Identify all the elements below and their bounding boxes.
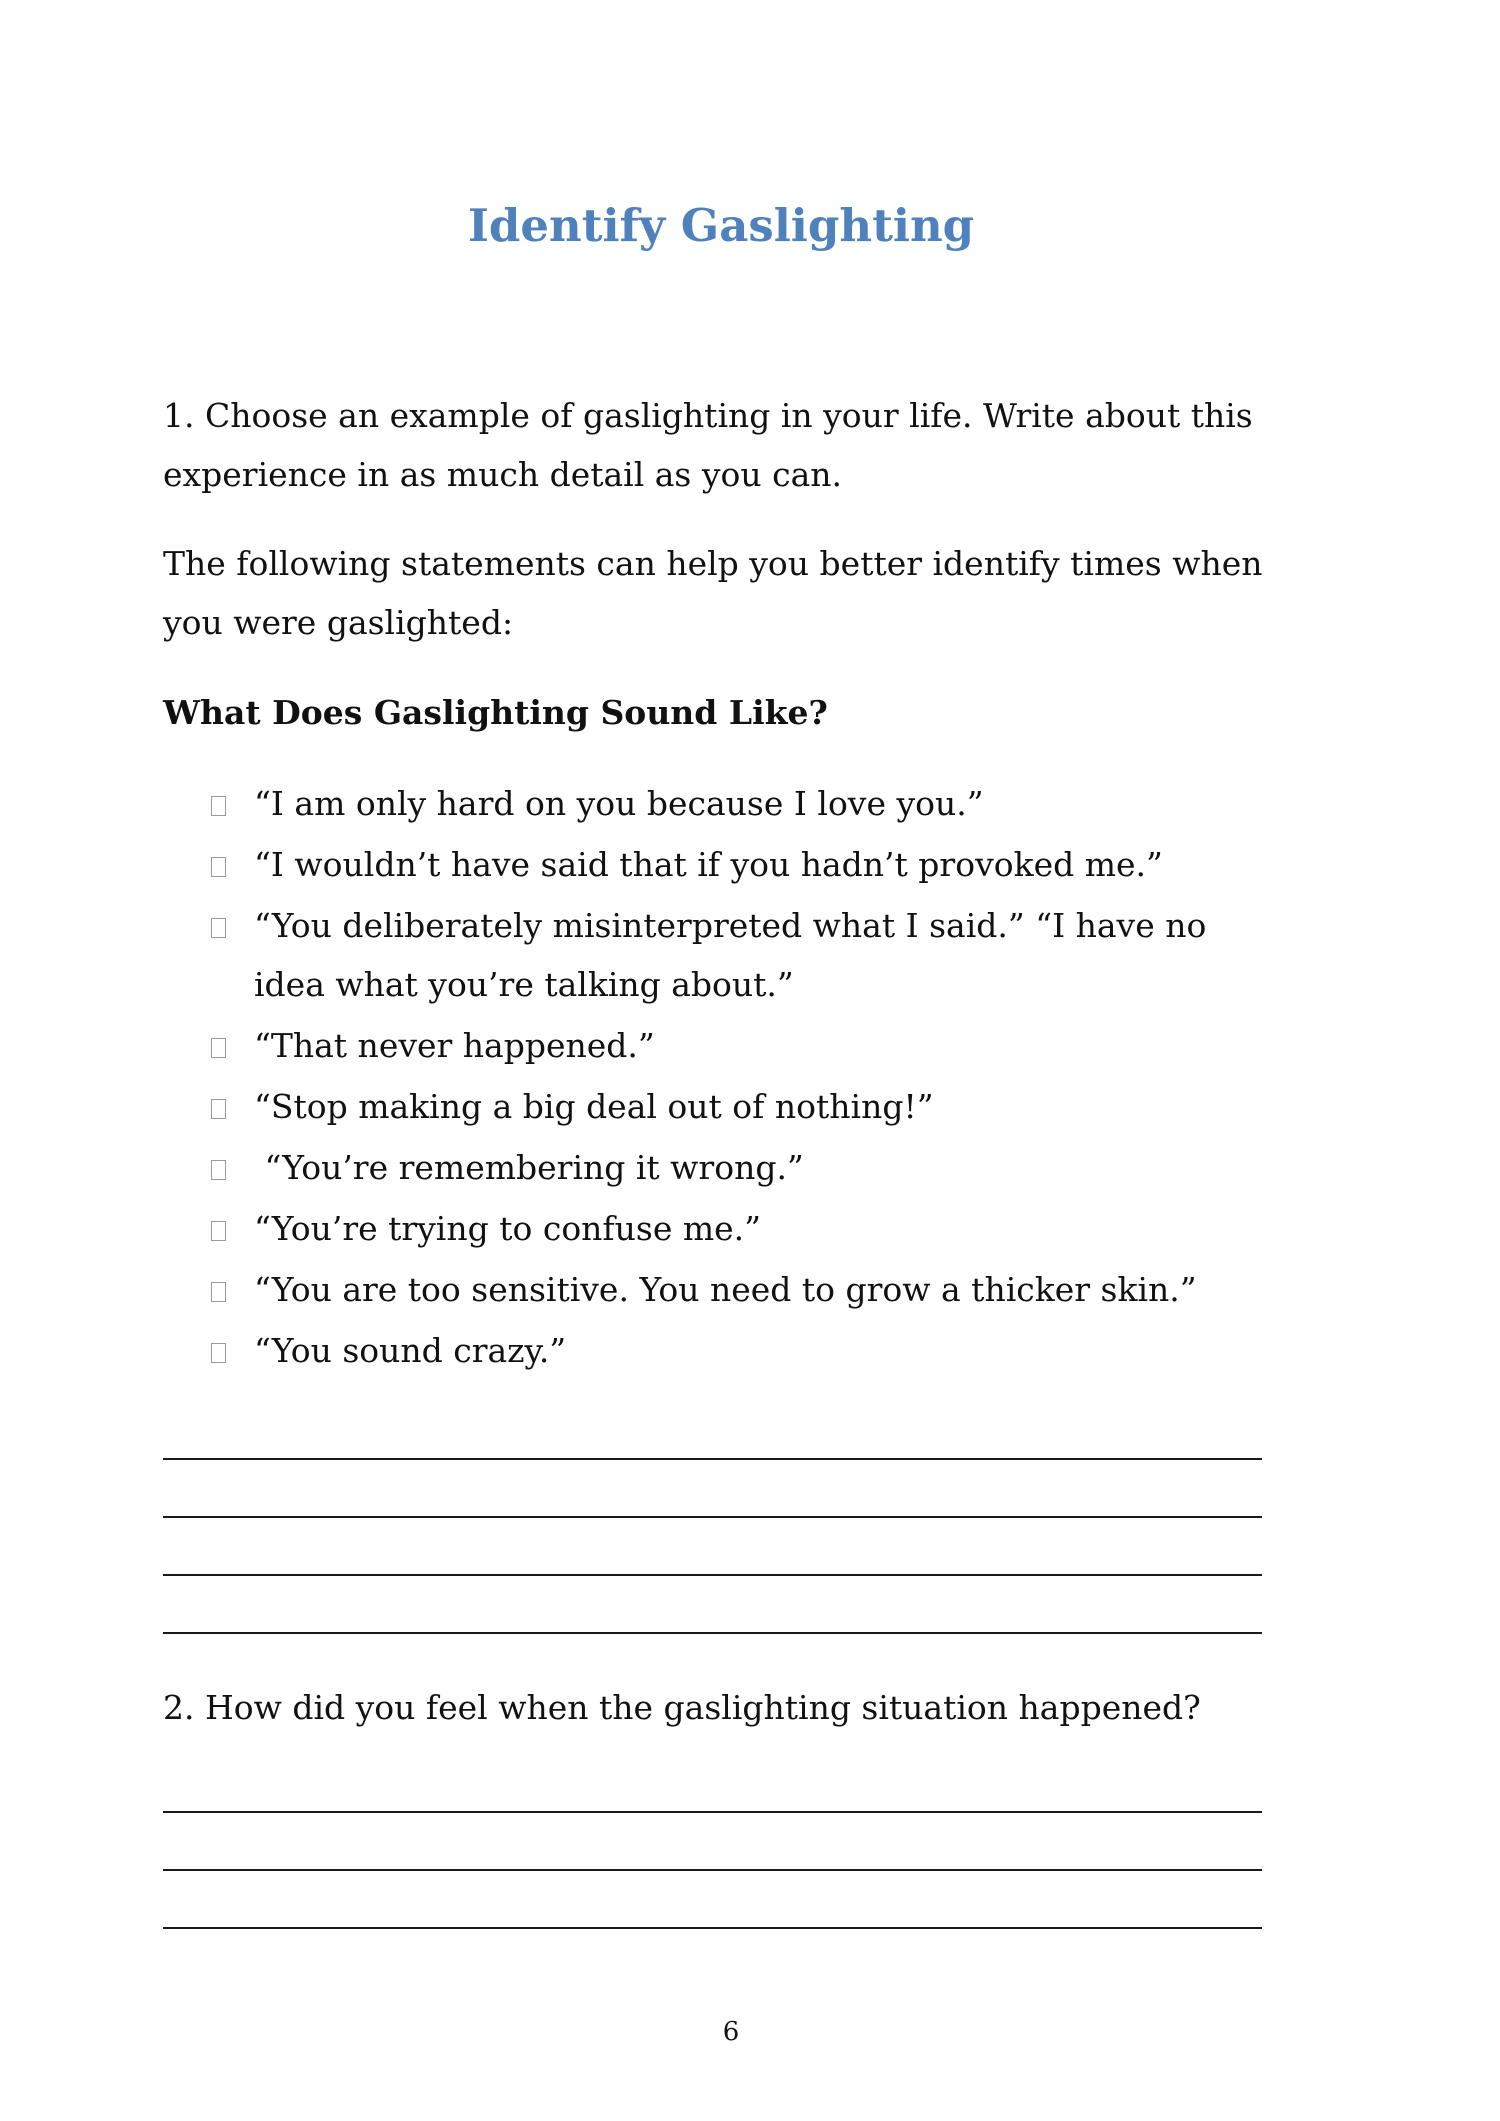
checkbox-icon[interactable] <box>211 1038 226 1058</box>
question-2-text: 2. How did you feel when the gaslighting situation happened? <box>163 1688 1201 1727</box>
statement-text: “You sound crazy.” <box>254 1331 567 1370</box>
statement-text: “You’re remembering it wrong.” <box>254 1148 804 1187</box>
answer-line[interactable] <box>163 1458 1262 1460</box>
statement-text: “You deliberately misinterpreted what I said.” “I have no idea what you’re talking about.” <box>254 906 1207 1004</box>
statement-text: “You are too sensitive. You need to grow a thicker skin.” <box>254 1270 1197 1309</box>
answer-line[interactable] <box>163 1516 1262 1518</box>
checkbox-icon[interactable] <box>211 918 226 938</box>
list-item <box>205 1138 1285 1197</box>
answer-line[interactable] <box>163 1869 1262 1871</box>
statement-text: “I am only hard on you because I love you.” <box>254 784 984 823</box>
statement-text: “That never happened.” <box>254 1026 655 1065</box>
answer-line[interactable] <box>163 1632 1262 1634</box>
list-item <box>205 1016 1285 1075</box>
intro-text: The following statements can help you better identify times when you were gaslighted: <box>163 544 1263 642</box>
statement-checklist <box>205 774 1285 1382</box>
page-number: 6 <box>722 2017 740 2047</box>
statement-text: “I wouldn’t have said that if you hadn’t provoked me.” <box>254 845 1163 884</box>
list-item <box>205 835 1285 894</box>
list-item <box>205 1077 1285 1136</box>
checkbox-icon[interactable] <box>211 1221 226 1241</box>
checkbox-icon[interactable] <box>211 1343 226 1363</box>
list-item <box>205 1260 1285 1319</box>
question-1-text: 1. Choose an example of gaslighting in your life. Write about this experience in as much detail as you can. <box>163 396 1253 494</box>
answer-lines-question-2 <box>163 1811 1262 1985</box>
page-title: Identify Gaslighting <box>467 199 975 252</box>
checkbox-icon[interactable] <box>211 1160 226 1180</box>
answer-line[interactable] <box>163 1574 1262 1576</box>
statement-text: “Stop making a big deal out of nothing!” <box>254 1087 934 1126</box>
checkbox-icon[interactable] <box>211 1099 226 1119</box>
checkbox-icon[interactable] <box>211 1282 226 1302</box>
list-item <box>205 1321 1285 1380</box>
answer-line[interactable] <box>163 1811 1262 1813</box>
checkbox-icon[interactable] <box>211 857 226 877</box>
answer-lines-question-1 <box>163 1458 1262 1690</box>
statement-text: “You’re trying to confuse me.” <box>254 1209 762 1248</box>
list-item <box>205 1199 1285 1258</box>
answer-line[interactable] <box>163 1927 1262 1929</box>
list-item <box>205 774 1285 833</box>
list-item <box>205 896 1285 1014</box>
section-subheading: What Does Gaslighting Sound Like? <box>163 693 828 732</box>
checkbox-icon[interactable] <box>211 796 226 816</box>
